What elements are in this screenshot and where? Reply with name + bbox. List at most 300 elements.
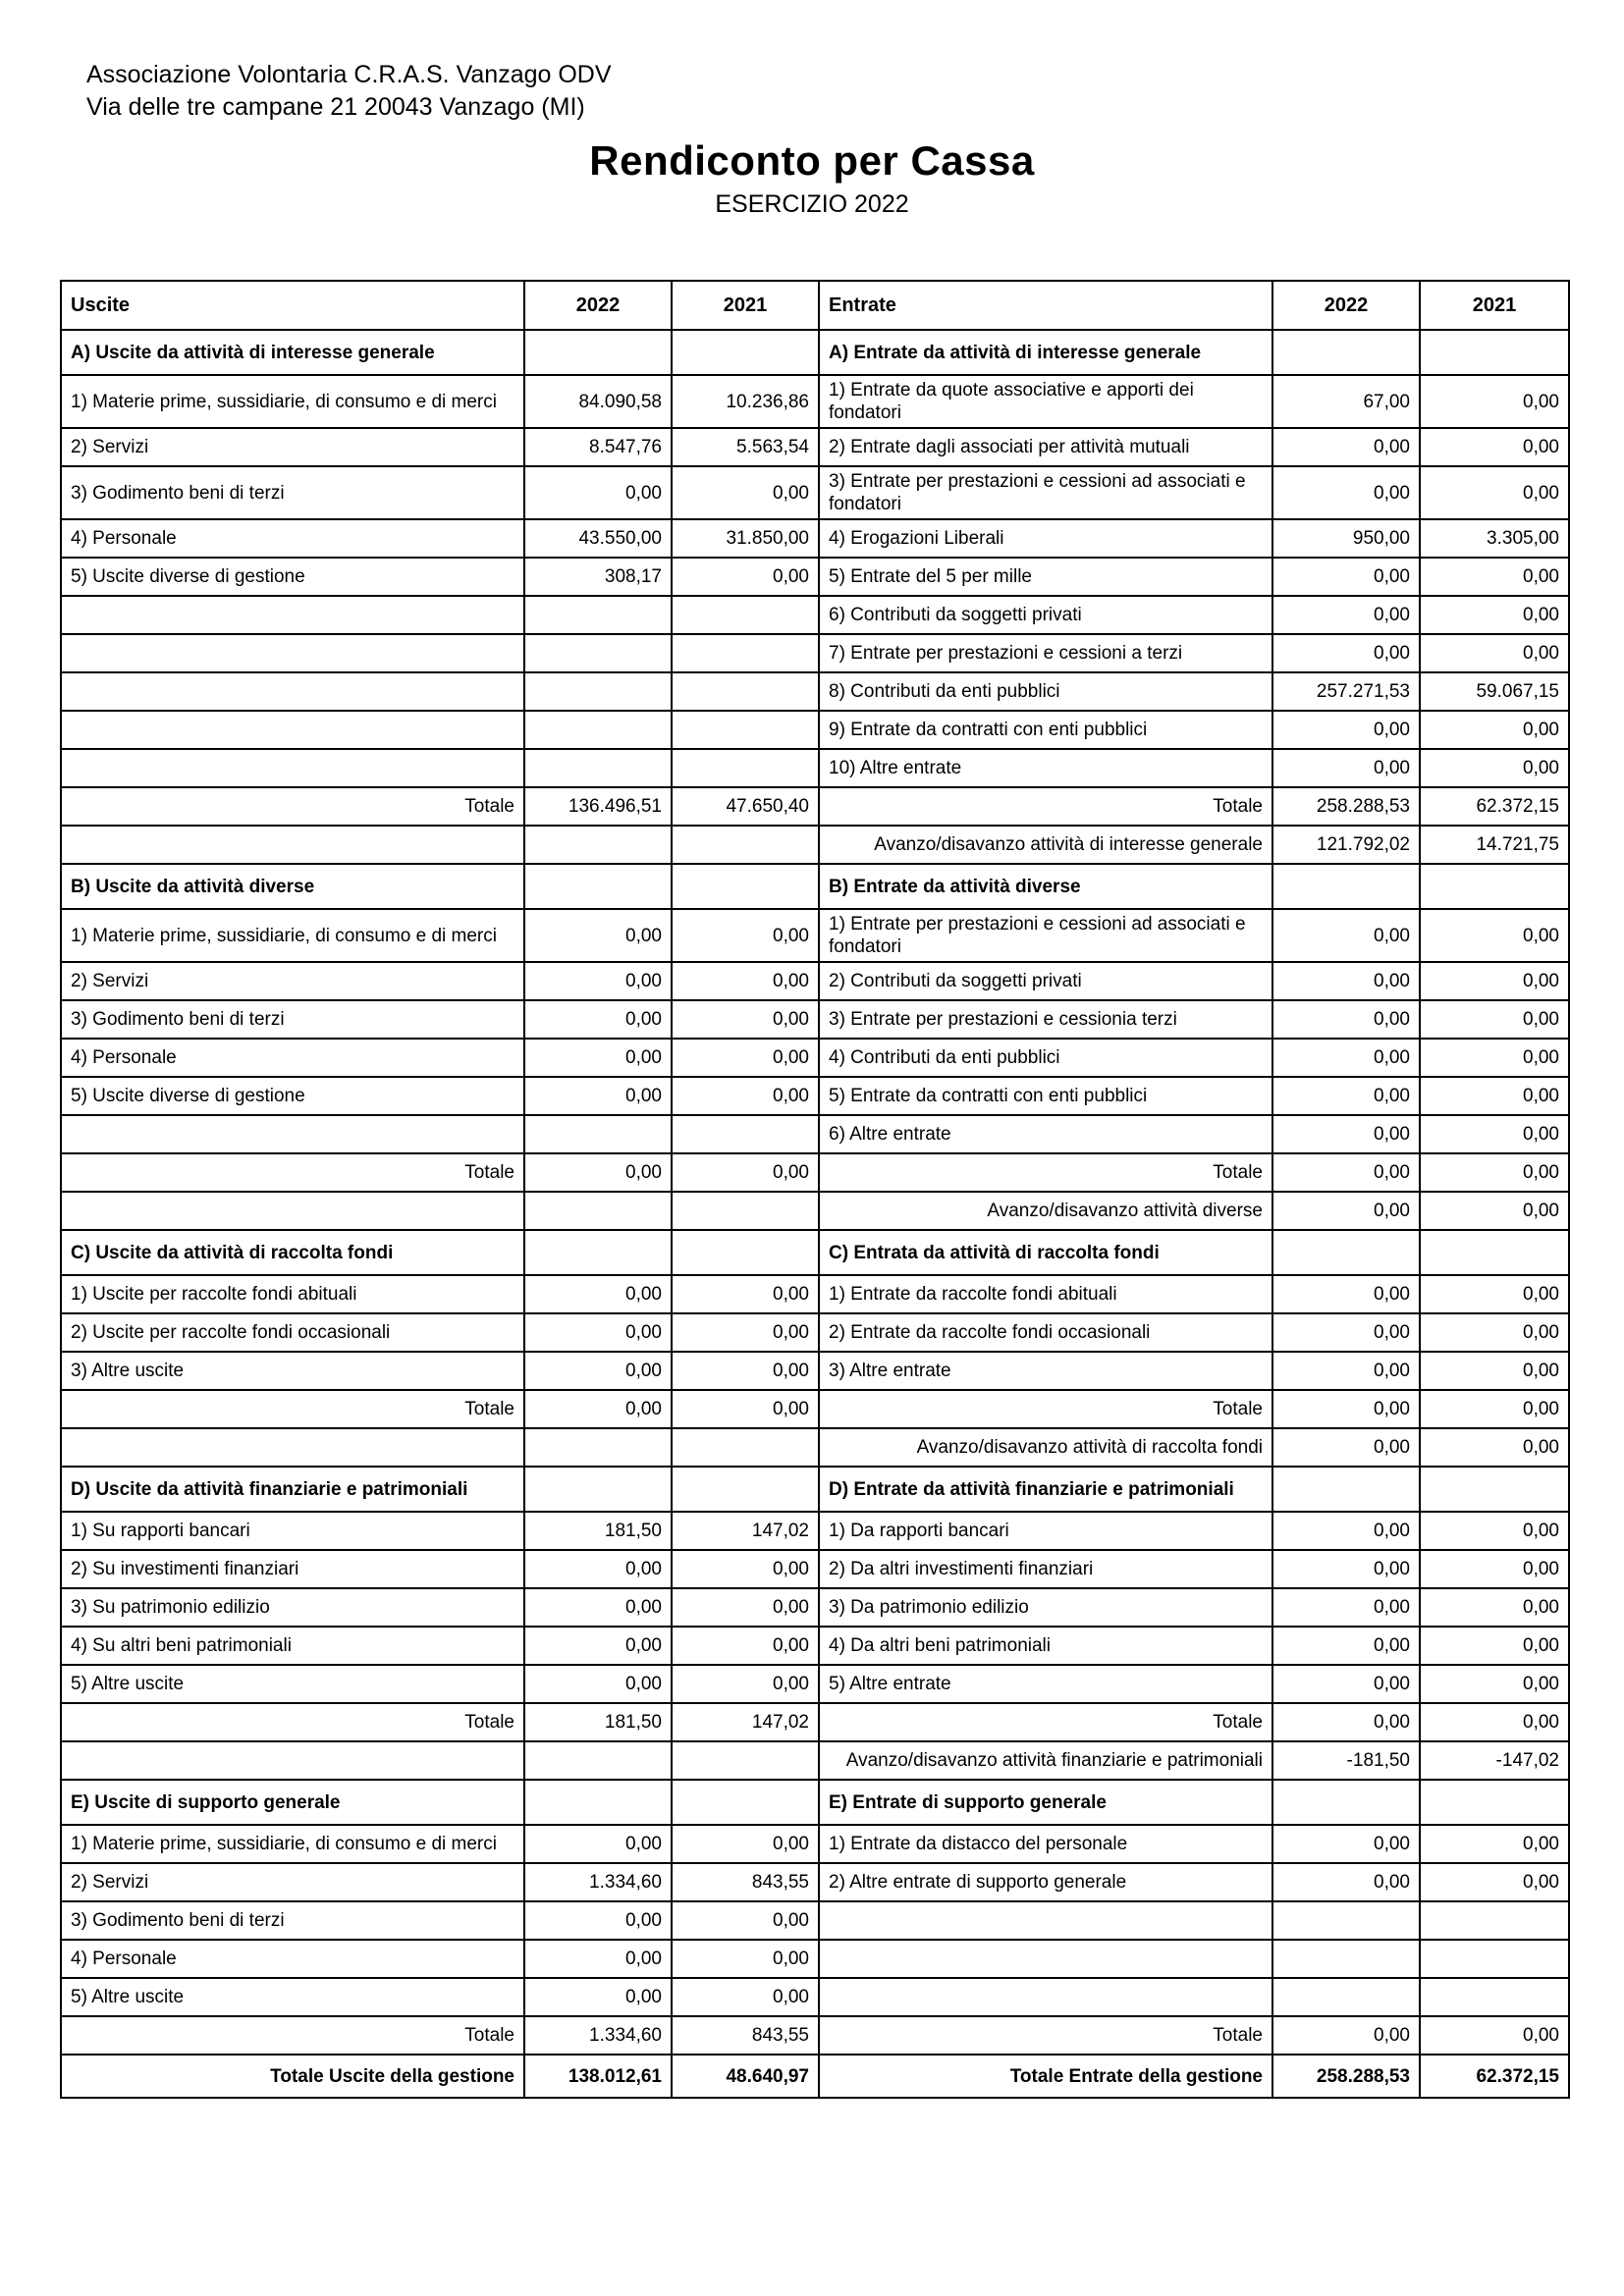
uscite-2021-value: 0,00	[672, 558, 819, 596]
table-row	[61, 375, 1569, 428]
uscite-label-cell	[61, 1428, 524, 1467]
uscite-2021-value	[672, 711, 819, 749]
uscite-2021-value: 0,00	[672, 1077, 819, 1115]
table-row	[61, 711, 1569, 749]
entrate-2022-value: 0,00	[1272, 1825, 1420, 1863]
entrate-label-cell: 3) Altre entrate	[819, 1352, 1272, 1390]
uscite-label-cell: C) Uscite da attività di raccolta fondi	[61, 1230, 524, 1275]
entrate-2021-value	[1420, 1940, 1569, 1978]
entrate-label-cell: E) Entrate di supporto generale	[819, 1780, 1272, 1825]
uscite-label-cell: 3) Altre uscite	[61, 1352, 524, 1390]
entrate-2021-value: 0,00	[1420, 1275, 1569, 1313]
entrate-2022-value: 0,00	[1272, 1550, 1420, 1588]
table-row	[61, 428, 1569, 466]
entrate-2022-value: 0,00	[1272, 1512, 1420, 1550]
uscite-2021-value: 147,02	[672, 1512, 819, 1550]
table-row	[61, 1703, 1569, 1741]
uscite-2022-value	[524, 1192, 672, 1230]
entrate-2022-value: -181,50	[1272, 1741, 1420, 1780]
uscite-2021-value: 0,00	[672, 1390, 819, 1428]
entrate-2022-value: 257.271,53	[1272, 672, 1420, 711]
entrate-2021-value	[1420, 1901, 1569, 1940]
uscite-label-cell	[61, 749, 524, 787]
uscite-2021-value: 0,00	[672, 909, 819, 962]
uscite-column-header: Uscite	[61, 281, 524, 330]
uscite-2022-value: 0,00	[524, 1665, 672, 1703]
uscite-2021-value	[672, 1428, 819, 1467]
table-row	[61, 1978, 1569, 2016]
entrate-label-cell	[819, 1978, 1272, 2016]
entrate-label-cell: 1) Da rapporti bancari	[819, 1512, 1272, 1550]
entrate-label-cell: 1) Entrate da quote associative e apporti dei fondatori	[819, 375, 1272, 428]
entrate-label-cell: 1) Entrate da raccolte fondi abituali	[819, 1275, 1272, 1313]
entrate-label-cell: A) Entrate da attività di interesse generale	[819, 330, 1272, 375]
uscite-2022-value: 0,00	[524, 1039, 672, 1077]
uscite-2022-value: 0,00	[524, 1627, 672, 1665]
organization-address: Via delle tre campane 21 20043 Vanzago (MI)	[86, 93, 585, 121]
entrate-label-cell: 9) Entrate da contratti con enti pubblici	[819, 711, 1272, 749]
uscite-2021-value: 0,00	[672, 1039, 819, 1077]
entrate-label-cell: 6) Altre entrate	[819, 1115, 1272, 1153]
uscite-2022-value: 0,00	[524, 962, 672, 1000]
uscite-label-cell	[61, 1192, 524, 1230]
table-row	[61, 596, 1569, 634]
entrate-2022-value: 0,00	[1272, 558, 1420, 596]
entrate-label-cell: Totale	[819, 2016, 1272, 2055]
entrate-2021-value: 0,00	[1420, 375, 1569, 428]
entrate-label-cell: Totale	[819, 1390, 1272, 1428]
rendiconto-table-body	[61, 330, 1569, 2098]
entrate-2022-value: 0,00	[1272, 596, 1420, 634]
entrate-2021-value	[1420, 864, 1569, 909]
uscite-2021-column-header: 2021	[672, 281, 819, 330]
entrate-label-cell: Totale Entrate della gestione	[819, 2055, 1272, 2098]
entrate-label-cell	[819, 1901, 1272, 1940]
table-row	[61, 826, 1569, 864]
entrate-label-cell: 5) Entrate da contratti con enti pubblici	[819, 1077, 1272, 1115]
entrate-2022-value: 0,00	[1272, 1863, 1420, 1901]
entrate-2021-value: 0,00	[1420, 1192, 1569, 1230]
entrate-2021-value: 0,00	[1420, 1428, 1569, 1467]
entrate-label-cell: 7) Entrate per prestazioni e cessioni a terzi	[819, 634, 1272, 672]
uscite-2021-value	[672, 1115, 819, 1153]
entrate-2022-value	[1272, 1940, 1420, 1978]
entrate-2022-value: 0,00	[1272, 466, 1420, 519]
entrate-label-cell: Totale	[819, 1703, 1272, 1741]
table-row	[61, 558, 1569, 596]
uscite-2022-value: 0,00	[524, 1901, 672, 1940]
uscite-2022-value	[524, 1428, 672, 1467]
table-row	[61, 1780, 1569, 1825]
uscite-2022-value	[524, 711, 672, 749]
uscite-2021-value: 0,00	[672, 466, 819, 519]
uscite-label-cell: 1) Su rapporti bancari	[61, 1512, 524, 1550]
entrate-2021-value: 0,00	[1420, 711, 1569, 749]
entrate-label-cell: Avanzo/disavanzo attività diverse	[819, 1192, 1272, 1230]
table-row	[61, 1863, 1569, 1901]
uscite-label-cell: 2) Uscite per raccolte fondi occasionali	[61, 1313, 524, 1352]
uscite-2022-value: 0,00	[524, 1352, 672, 1390]
entrate-2021-value: 0,00	[1420, 1703, 1569, 1741]
uscite-2021-value: 0,00	[672, 1901, 819, 1940]
uscite-label-cell: 1) Uscite per raccolte fondi abituali	[61, 1275, 524, 1313]
entrate-2021-value: 0,00	[1420, 2016, 1569, 2055]
entrate-2021-value	[1420, 1230, 1569, 1275]
uscite-label-cell: Totale	[61, 1703, 524, 1741]
table-header-row	[61, 281, 1569, 330]
table-row	[61, 1390, 1569, 1428]
uscite-2021-value: 147,02	[672, 1703, 819, 1741]
uscite-2022-value	[524, 1230, 672, 1275]
entrate-2022-value	[1272, 864, 1420, 909]
entrate-2022-value: 0,00	[1272, 1390, 1420, 1428]
uscite-label-cell: 5) Altre uscite	[61, 1665, 524, 1703]
entrate-2022-value: 0,00	[1272, 711, 1420, 749]
uscite-2022-value	[524, 1115, 672, 1153]
entrate-label-cell: Totale	[819, 1153, 1272, 1192]
entrate-label-cell: Totale	[819, 787, 1272, 826]
entrate-label-cell: 2) Entrate da raccolte fondi occasionali	[819, 1313, 1272, 1352]
table-row	[61, 1825, 1569, 1863]
entrate-2022-value	[1272, 1780, 1420, 1825]
table-row	[61, 909, 1569, 962]
table-row	[61, 1550, 1569, 1588]
entrate-2021-value: 0,00	[1420, 909, 1569, 962]
entrate-2021-value	[1420, 330, 1569, 375]
entrate-2021-value: 3.305,00	[1420, 519, 1569, 558]
table-row	[61, 1115, 1569, 1153]
uscite-2022-value: 0,00	[524, 1077, 672, 1115]
uscite-label-cell: 4) Personale	[61, 1039, 524, 1077]
uscite-label-cell: 2) Su investimenti finanziari	[61, 1550, 524, 1588]
uscite-label-cell: 2) Servizi	[61, 1863, 524, 1901]
entrate-2021-value: 0,00	[1420, 1039, 1569, 1077]
uscite-2022-value: 8.547,76	[524, 428, 672, 466]
entrate-2021-value: 0,00	[1420, 1550, 1569, 1588]
entrate-label-cell: 5) Altre entrate	[819, 1665, 1272, 1703]
uscite-2022-value: 181,50	[524, 1512, 672, 1550]
uscite-2022-value: 0,00	[524, 1000, 672, 1039]
table-row	[61, 1192, 1569, 1230]
table-row	[61, 1275, 1569, 1313]
uscite-2021-value	[672, 826, 819, 864]
entrate-label-cell: 2) Da altri investimenti finanziari	[819, 1550, 1272, 1588]
page-title: Rendiconto per Cassa	[589, 137, 1035, 184]
table-row	[61, 1039, 1569, 1077]
entrate-2022-value: 0,00	[1272, 1352, 1420, 1390]
uscite-2021-value	[672, 1467, 819, 1512]
entrate-label-cell: 4) Da altri beni patrimoniali	[819, 1627, 1272, 1665]
entrate-2021-value: 62.372,15	[1420, 787, 1569, 826]
entrate-2022-value: 0,00	[1272, 1077, 1420, 1115]
uscite-2021-value	[672, 672, 819, 711]
uscite-label-cell: 3) Su patrimonio edilizio	[61, 1588, 524, 1627]
uscite-label-cell: 4) Personale	[61, 519, 524, 558]
entrate-2022-value: 0,00	[1272, 1192, 1420, 1230]
table-row	[61, 1428, 1569, 1467]
uscite-2021-value: 0,00	[672, 1313, 819, 1352]
entrate-2021-value: 0,00	[1420, 466, 1569, 519]
uscite-2021-value: 5.563,54	[672, 428, 819, 466]
entrate-label-cell: 4) Contributi da enti pubblici	[819, 1039, 1272, 1077]
table-row	[61, 749, 1569, 787]
entrate-2022-value: 0,00	[1272, 749, 1420, 787]
entrate-2022-value: 0,00	[1272, 962, 1420, 1000]
uscite-2021-value: 31.850,00	[672, 519, 819, 558]
table-row	[61, 962, 1569, 1000]
uscite-2021-value: 0,00	[672, 1275, 819, 1313]
entrate-label-cell: 2) Altre entrate di supporto generale	[819, 1863, 1272, 1901]
entrate-label-cell: C) Entrata da attività di raccolta fondi	[819, 1230, 1272, 1275]
uscite-label-cell	[61, 672, 524, 711]
entrate-2022-value: 0,00	[1272, 1000, 1420, 1039]
uscite-label-cell: 5) Uscite diverse di gestione	[61, 558, 524, 596]
uscite-2021-value	[672, 749, 819, 787]
entrate-2021-value: 0,00	[1420, 1863, 1569, 1901]
entrate-2021-value: 0,00	[1420, 1825, 1569, 1863]
uscite-2021-value: 843,55	[672, 2016, 819, 2055]
uscite-2021-value: 0,00	[672, 1352, 819, 1390]
table-row	[61, 519, 1569, 558]
uscite-label-cell: 5) Altre uscite	[61, 1978, 524, 2016]
uscite-label-cell: A) Uscite da attività di interesse generale	[61, 330, 524, 375]
uscite-2021-value: 0,00	[672, 1978, 819, 2016]
entrate-2022-value: 0,00	[1272, 1703, 1420, 1741]
entrate-2022-value: 0,00	[1272, 1153, 1420, 1192]
uscite-2021-value: 0,00	[672, 962, 819, 1000]
entrate-2022-value: 258.288,53	[1272, 2055, 1420, 2098]
table-row	[61, 672, 1569, 711]
entrate-2022-value: 0,00	[1272, 1115, 1420, 1153]
uscite-2022-value: 138.012,61	[524, 2055, 672, 2098]
entrate-label-cell	[819, 1940, 1272, 1978]
entrate-2022-value: 0,00	[1272, 428, 1420, 466]
entrate-label-cell: Avanzo/disavanzo attività finanziarie e patrimoniali	[819, 1741, 1272, 1780]
entrate-2021-value: 62.372,15	[1420, 2055, 1569, 2098]
uscite-2021-value	[672, 1780, 819, 1825]
uscite-2021-value: 0,00	[672, 1153, 819, 1192]
uscite-label-cell	[61, 1741, 524, 1780]
entrate-label-cell: 8) Contributi da enti pubblici	[819, 672, 1272, 711]
uscite-label-cell: 3) Godimento beni di terzi	[61, 1000, 524, 1039]
uscite-2021-value	[672, 330, 819, 375]
uscite-2022-value	[524, 634, 672, 672]
uscite-label-cell	[61, 711, 524, 749]
entrate-2021-value: 0,00	[1420, 962, 1569, 1000]
entrate-column-header: Entrate	[819, 281, 1272, 330]
entrate-2021-value: 0,00	[1420, 1077, 1569, 1115]
uscite-label-cell: Totale	[61, 1153, 524, 1192]
uscite-2021-value: 0,00	[672, 1665, 819, 1703]
uscite-2022-value	[524, 864, 672, 909]
entrate-label-cell: B) Entrate da attività diverse	[819, 864, 1272, 909]
entrate-label-cell: 1) Entrate da distacco del personale	[819, 1825, 1272, 1863]
table-row	[61, 1940, 1569, 1978]
entrate-2022-value: 0,00	[1272, 1627, 1420, 1665]
entrate-label-cell: 6) Contributi da soggetti privati	[819, 596, 1272, 634]
entrate-label-cell: 5) Entrate del 5 per mille	[819, 558, 1272, 596]
entrate-2022-value: 0,00	[1272, 1428, 1420, 1467]
entrate-2021-value: 0,00	[1420, 749, 1569, 787]
entrate-2021-value	[1420, 1978, 1569, 2016]
uscite-label-cell: 4) Personale	[61, 1940, 524, 1978]
uscite-label-cell: B) Uscite da attività diverse	[61, 864, 524, 909]
uscite-2021-value	[672, 1192, 819, 1230]
uscite-2021-value: 10.236,86	[672, 375, 819, 428]
uscite-2021-value: 0,00	[672, 1588, 819, 1627]
entrate-2022-value: 0,00	[1272, 1665, 1420, 1703]
uscite-2022-value: 1.334,60	[524, 1863, 672, 1901]
uscite-2022-value: 0,00	[524, 909, 672, 962]
uscite-label-cell: 2) Servizi	[61, 428, 524, 466]
uscite-label-cell: 3) Godimento beni di terzi	[61, 1901, 524, 1940]
uscite-2022-value: 308,17	[524, 558, 672, 596]
uscite-2022-value	[524, 672, 672, 711]
entrate-2022-value: 0,00	[1272, 2016, 1420, 2055]
uscite-2021-value: 48.640,97	[672, 2055, 819, 2098]
entrate-2021-value: 0,00	[1420, 1512, 1569, 1550]
entrate-2021-value	[1420, 1780, 1569, 1825]
uscite-label-cell	[61, 596, 524, 634]
entrate-2021-value: -147,02	[1420, 1741, 1569, 1780]
entrate-label-cell: 2) Entrate dagli associati per attività mutuali	[819, 428, 1272, 466]
page-subtitle: ESERCIZIO 2022	[715, 190, 909, 218]
uscite-2022-value	[524, 596, 672, 634]
entrate-label-cell: 3) Entrate per prestazioni e cessionia terzi	[819, 1000, 1272, 1039]
entrate-2022-value	[1272, 1230, 1420, 1275]
uscite-2022-value: 136.496,51	[524, 787, 672, 826]
table-row	[61, 1352, 1569, 1390]
entrate-2022-value	[1272, 330, 1420, 375]
uscite-2021-value: 0,00	[672, 1000, 819, 1039]
entrate-2021-value: 0,00	[1420, 428, 1569, 466]
uscite-2021-value: 0,00	[672, 1940, 819, 1978]
uscite-label-cell: Totale	[61, 1390, 524, 1428]
uscite-2022-value	[524, 1780, 672, 1825]
entrate-2022-value: 0,00	[1272, 1275, 1420, 1313]
uscite-label-cell: E) Uscite di supporto generale	[61, 1780, 524, 1825]
uscite-2021-value	[672, 864, 819, 909]
entrate-2021-value: 0,00	[1420, 596, 1569, 634]
entrate-label-cell: 4) Erogazioni Liberali	[819, 519, 1272, 558]
table-row	[61, 1512, 1569, 1550]
table-row	[61, 634, 1569, 672]
entrate-label-cell: D) Entrate da attività finanziarie e patrimoniali	[819, 1467, 1272, 1512]
uscite-label-cell: D) Uscite da attività finanziarie e patrimoniali	[61, 1467, 524, 1512]
uscite-2022-value	[524, 330, 672, 375]
entrate-2021-value: 0,00	[1420, 1588, 1569, 1627]
uscite-label-cell	[61, 634, 524, 672]
organization-name: Associazione Volontaria C.R.A.S. Vanzago ODV	[86, 61, 612, 88]
entrate-2022-value: 950,00	[1272, 519, 1420, 558]
uscite-2022-value: 0,00	[524, 1275, 672, 1313]
entrate-2021-value: 59.067,15	[1420, 672, 1569, 711]
uscite-2021-value: 843,55	[672, 1863, 819, 1901]
entrate-label-cell: 2) Contributi da soggetti privati	[819, 962, 1272, 1000]
uscite-2022-value: 43.550,00	[524, 519, 672, 558]
entrate-2021-value: 0,00	[1420, 1313, 1569, 1352]
table-row	[61, 787, 1569, 826]
entrate-2022-value: 67,00	[1272, 375, 1420, 428]
table-row	[61, 1000, 1569, 1039]
uscite-2022-value: 0,00	[524, 1153, 672, 1192]
uscite-label-cell: 2) Servizi	[61, 962, 524, 1000]
entrate-2021-value: 0,00	[1420, 558, 1569, 596]
entrate-2022-value	[1272, 1978, 1420, 2016]
uscite-2021-value	[672, 596, 819, 634]
uscite-label-cell: Totale	[61, 2016, 524, 2055]
entrate-2021-value: 0,00	[1420, 1153, 1569, 1192]
entrate-2022-column-header: 2022	[1272, 281, 1420, 330]
entrate-2022-value: 121.792,02	[1272, 826, 1420, 864]
entrate-label-cell: 3) Da patrimonio edilizio	[819, 1588, 1272, 1627]
entrate-2022-value	[1272, 1467, 1420, 1512]
uscite-2022-value: 0,00	[524, 1550, 672, 1588]
table-row	[61, 330, 1569, 375]
table-row	[61, 2016, 1569, 2055]
uscite-2022-value: 0,00	[524, 1978, 672, 2016]
uscite-2022-value	[524, 826, 672, 864]
uscite-2022-value: 181,50	[524, 1703, 672, 1741]
uscite-label-cell: 4) Su altri beni patrimoniali	[61, 1627, 524, 1665]
entrate-label-cell: Avanzo/disavanzo attività di interesse generale	[819, 826, 1272, 864]
entrate-label-cell: 1) Entrate per prestazioni e cessioni ad associati e fondatori	[819, 909, 1272, 962]
entrate-2022-value: 0,00	[1272, 909, 1420, 962]
entrate-2021-value	[1420, 1467, 1569, 1512]
table-row	[61, 1313, 1569, 1352]
entrate-2021-value: 0,00	[1420, 1390, 1569, 1428]
uscite-label-cell: 1) Materie prime, sussidiarie, di consumo e di merci	[61, 375, 524, 428]
entrate-2021-value: 0,00	[1420, 1627, 1569, 1665]
uscite-2022-column-header: 2022	[524, 281, 672, 330]
entrate-2022-value	[1272, 1901, 1420, 1940]
entrate-2021-value: 0,00	[1420, 1000, 1569, 1039]
table-row	[61, 1467, 1569, 1512]
uscite-label-cell: 3) Godimento beni di terzi	[61, 466, 524, 519]
uscite-label-cell	[61, 1115, 524, 1153]
table-row	[61, 1741, 1569, 1780]
entrate-2022-value: 0,00	[1272, 1313, 1420, 1352]
uscite-2022-value	[524, 1467, 672, 1512]
uscite-label-cell	[61, 826, 524, 864]
table-row	[61, 864, 1569, 909]
entrate-2022-value: 0,00	[1272, 1039, 1420, 1077]
table-row	[61, 2055, 1569, 2098]
uscite-2022-value: 0,00	[524, 1313, 672, 1352]
entrate-2022-value: 0,00	[1272, 634, 1420, 672]
uscite-label-cell: 5) Uscite diverse di gestione	[61, 1077, 524, 1115]
entrate-2021-value: 0,00	[1420, 1352, 1569, 1390]
entrate-label-cell: 3) Entrate per prestazioni e cessioni ad associati e fondatori	[819, 466, 1272, 519]
entrate-2022-value: 258.288,53	[1272, 787, 1420, 826]
entrate-label-cell: Avanzo/disavanzo attività di raccolta fondi	[819, 1428, 1272, 1467]
table-row	[61, 1153, 1569, 1192]
entrate-2021-value: 14.721,75	[1420, 826, 1569, 864]
uscite-2021-value: 0,00	[672, 1825, 819, 1863]
entrate-label-cell: 10) Altre entrate	[819, 749, 1272, 787]
rendiconto-table	[60, 280, 1570, 2099]
entrate-2022-value: 0,00	[1272, 1588, 1420, 1627]
uscite-label-cell: Totale	[61, 787, 524, 826]
entrate-2021-value: 0,00	[1420, 1665, 1569, 1703]
uscite-2021-value: 47.650,40	[672, 787, 819, 826]
uscite-2022-value	[524, 1741, 672, 1780]
uscite-2022-value: 1.334,60	[524, 2016, 672, 2055]
table-row	[61, 1901, 1569, 1940]
uscite-label-cell: 1) Materie prime, sussidiarie, di consumo e di merci	[61, 909, 524, 962]
uscite-2021-value	[672, 1741, 819, 1780]
uscite-2021-value	[672, 1230, 819, 1275]
